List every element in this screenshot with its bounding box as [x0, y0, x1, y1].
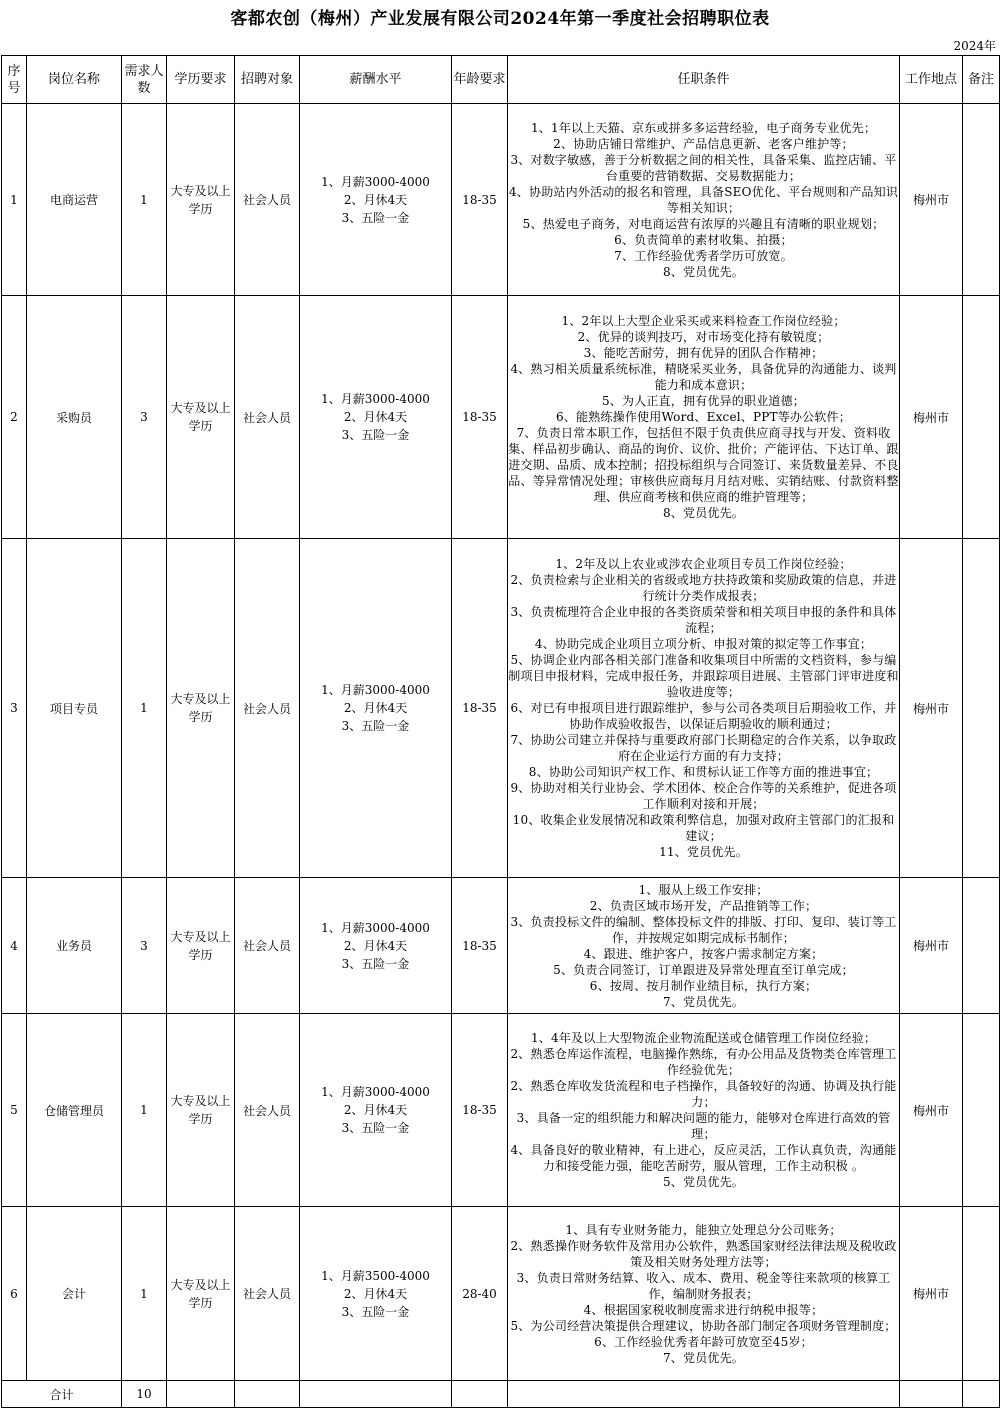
cell-education: 大专及以上学历 — [167, 539, 235, 878]
cell-salary — [300, 104, 452, 296]
header-age: 年龄要求 — [452, 56, 508, 104]
cell-target: 社会人员 — [235, 104, 300, 296]
table-row — [2, 1014, 1000, 1207]
cell-no: 1 — [2, 104, 27, 296]
requirement-line: 2、熟悉操作财务软件及常用办公软件，熟悉国家财经法律法规及税收政策及相关财务处理方法等； — [510, 1238, 897, 1269]
requirement-line: 6、对已有申报项目进行跟踪维护，参与公司各类项目后期验收工作，并协助作成验收报告，以保证后期验收的顺利通过； — [510, 701, 897, 731]
salary-line: 1、月薪3500-4000 — [321, 1268, 430, 1283]
requirement-line: 1、1年以上天猫、京东或拼多多运营经验，电子商务专业优先； — [530, 120, 877, 135]
requirement-line: 8、党员优先。 — [662, 264, 745, 279]
total-row — [2, 1381, 1000, 1408]
table-row — [2, 1207, 1000, 1381]
header-salary: 薪酬水平 — [300, 56, 452, 104]
requirement-line: 10、收集企业发展情况和政策利弊信息，加强对政府主管部门的汇报和建议； — [512, 813, 895, 843]
requirement-line: 2、熟悉仓库运作流程，电脑操作熟练，有办公用品及货物类仓库管理工作经验优先； — [510, 1047, 897, 1077]
requirement-line: 11、党员优先。 — [659, 845, 748, 859]
cell-education: 大专及以上学历 — [167, 1014, 235, 1207]
cell-count: 1 — [122, 539, 167, 878]
cell-no: 6 — [2, 1207, 27, 1381]
requirement-line: 5、协调企业内部各相关部门准备和收集项目中所需的文档资料，参与编制项目申报材料，完成申报任务，并跟踪项目进展、主管部门评审进度和验收进度等； — [508, 653, 899, 699]
requirement-line: 4、根据国家税收制度需求进行纳税申报等； — [583, 1302, 824, 1317]
cell-salary — [300, 296, 452, 539]
cell-count: 1 — [122, 1207, 167, 1381]
salary-line: 1、月薪3000-4000 — [321, 920, 430, 935]
requirement-line: 3、能吃苦耐劳，拥有优异的团队合作精神； — [583, 346, 824, 360]
cell-target: 社会人员 — [235, 296, 300, 539]
cell-note — [963, 296, 1000, 539]
cell-count: 3 — [122, 296, 167, 539]
cell-position-name: 采购员 — [27, 296, 122, 539]
requirement-line: 5、负责合同签订，订单跟进及异常处理直至订单完成； — [553, 962, 854, 977]
requirement-line: 6、按周、按月制作业绩目标，执行方案； — [589, 978, 818, 993]
requirement-line: 7、党员优先。 — [662, 994, 745, 1009]
salary-line: 3、五险一金 — [341, 210, 410, 225]
salary-line: 2、月休4天 — [343, 410, 408, 424]
cell-location: 梅州市 — [900, 1014, 963, 1207]
cell-no: 3 — [2, 539, 27, 878]
salary-line: 1、月薪3000-4000 — [321, 392, 430, 406]
requirement-line: 5、为公司经营决策提供合理建议，协助各部门制定各项财务管理制度； 6、工作经验优秀者年龄可放宽至45岁； — [510, 1318, 897, 1349]
salary-line: 3、五险一金 — [341, 956, 410, 971]
cell-education: 大专及以上学历 — [167, 878, 235, 1014]
cell-location: 梅州市 — [900, 878, 963, 1014]
cell-age: 28-40 — [452, 1207, 508, 1381]
header-name: 岗位名称 — [27, 56, 122, 104]
cell-no: 5 — [2, 1014, 27, 1207]
requirement-line: 3、负责梳理符合企业申报的各类资质荣誉和相关项目申报的条件和具体流程； — [510, 605, 897, 635]
table-row — [2, 878, 1000, 1014]
cell-requirements — [508, 1207, 900, 1381]
cell-note — [963, 878, 1000, 1014]
table-row — [2, 296, 1000, 539]
cell-note — [963, 1014, 1000, 1207]
salary-line: 2、月休4天 — [343, 701, 408, 715]
requirement-line: 4、协助站内外活动的报名和管理，具备SEO优化、平台规则和产品知识等相关知识； — [508, 184, 899, 215]
recruitment-table — [1, 55, 1000, 1408]
header-no: 序号 — [2, 56, 27, 104]
cell-age: 18-35 — [452, 296, 508, 539]
requirement-line: 3、负责日常财务结算、收入、成本、费用、税金等往来款项的核算工作，编制财务报表； — [516, 1270, 891, 1301]
requirement-line: 2、协助店铺日常维护、产品信息更新、老客户维护等； — [553, 136, 854, 151]
header-req: 任职条件 — [508, 56, 900, 104]
cell-requirements — [508, 878, 900, 1014]
cell-target: 社会人员 — [235, 878, 300, 1014]
requirement-line: 4、跟进、维护客户，按客户需求制定方案； — [583, 946, 824, 961]
cell-age: 18-35 — [452, 878, 508, 1014]
cell-salary — [300, 878, 452, 1014]
requirement-line: 3、具备一定的组织能力和解决问题的能力，能够对仓库进行高效的管理； — [516, 1111, 891, 1141]
salary-line: 2、月休4天 — [343, 1103, 408, 1117]
requirement-line: 3、对数字敏感，善于分析数据之间的相关性，具备采集、监控店铺、平台重要的营销数据、交易数据能力； — [510, 152, 897, 183]
requirement-line: 2、负责区域市场开发，产品推销等工作； — [589, 898, 818, 913]
requirement-line: 3、负责投标文件的编制、整体投标文件的排版、打印、复印、装订等工作，并按规定如期完成标书制作； — [510, 914, 897, 945]
requirement-line: 1、2年及以上农业或涉农企业项目专员工作岗位经验； — [555, 557, 852, 571]
requirement-line: 1、2年以上大型企业采买或来料检查工作岗位经验； — [561, 314, 846, 328]
cell-position-name: 业务员 — [27, 878, 122, 1014]
requirement-line: 4、熟习相关质量系统标准，精晓采买业务，具备优异的沟通能力、谈判能力和成本意识； — [510, 362, 897, 392]
salary-line: 3、五险一金 — [341, 1121, 410, 1135]
requirement-line: 7、党员优先。 — [662, 1350, 745, 1365]
requirement-line: 8、党员优先。 — [662, 506, 745, 520]
total-label: 合计 — [2, 1381, 122, 1408]
requirement-line: 7、工作经验优秀者学历可放宽。 — [614, 248, 793, 263]
salary-line: 3、五险一金 — [341, 428, 410, 442]
salary-line: 3、五险一金 — [341, 719, 410, 733]
requirement-line: 7、负责日常本职工作，包括但不限于负责供应商寻找与开发、资料收集、样品初步确认、商品的询价、议价、批价；产能评估、下达订单、跟进交期、品质、成本控制；招投标组织与合同签订、来货数量差异、不良品、等异常情况处理；审核供应商每月月结对账、实销结账、付款资料整理、供应商考核和供应商的维护管理等； — [508, 426, 899, 504]
requirement-line: 9、协助对相关行业协会、学术团体、校企合作等的关系维护，促进各项工作顺利对接和开展； — [510, 781, 897, 811]
salary-line: 1、月薪3000-4000 — [321, 174, 430, 189]
cell-location: 梅州市 — [900, 1207, 963, 1381]
requirement-line: 1、4年及以上大型物流企业物流配送或仓储管理工作岗位经验； — [530, 1031, 877, 1045]
cell-note — [963, 104, 1000, 296]
header-edu: 学历要求 — [167, 56, 235, 104]
salary-line: 2、月休4天 — [343, 1286, 408, 1301]
cell-age: 18-35 — [452, 1014, 508, 1207]
cell-no: 4 — [2, 878, 27, 1014]
requirement-line: 2、负责检索与企业相关的省级或地方扶持政策和奖励政策的信息，并进行统计分类作成报表； — [510, 573, 897, 603]
requirement-line: 5、党员优先。 — [662, 1175, 745, 1189]
requirement-line: 5、为人正直，拥有优异的职业道德； — [601, 394, 806, 408]
cell-requirements — [508, 104, 900, 296]
cell-salary — [300, 539, 452, 878]
cell-salary — [300, 1014, 452, 1207]
cell-location: 梅州市 — [900, 539, 963, 878]
requirement-line: 5、热爱电子商务，对电商运营有浓厚的兴趣且有清晰的职业规划； — [522, 216, 885, 231]
header-row — [2, 56, 1000, 104]
header-target: 招聘对象 — [235, 56, 300, 104]
cell-position-name: 电商运营 — [27, 104, 122, 296]
header-loc: 工作地点 — [900, 56, 963, 104]
cell-position-name: 仓储管理员 — [27, 1014, 122, 1207]
cell-count: 1 — [122, 1014, 167, 1207]
cell-note — [963, 1207, 1000, 1381]
cell-age: 18-35 — [452, 539, 508, 878]
cell-salary — [300, 1207, 452, 1381]
requirement-line: 1、具有专业财务能力，能独立处理总分公司账务； — [565, 1222, 842, 1237]
year-label: 2024年 — [953, 39, 996, 53]
requirement-line: 6、负责简单的素材收集、拍摄； — [614, 232, 793, 247]
salary-line: 1、月薪3000-4000 — [321, 683, 430, 697]
cell-target: 社会人员 — [235, 1014, 300, 1207]
cell-no: 2 — [2, 296, 27, 539]
requirement-line: 2、熟悉仓库收发货流程和电子档操作，具备较好的沟通、协调及执行能力； — [510, 1079, 897, 1109]
header-note: 备注 — [963, 56, 1000, 104]
requirement-line: 4、协助完成企业项目立项分析、申报对策的拟定等工作事宜； — [534, 637, 873, 651]
salary-line: 1、月薪3000-4000 — [321, 1085, 430, 1099]
cell-target: 社会人员 — [235, 1207, 300, 1381]
cell-location: 梅州市 — [900, 104, 963, 296]
cell-education: 大专及以上学历 — [167, 296, 235, 539]
table-row — [2, 539, 1000, 878]
cell-requirements — [508, 1014, 900, 1207]
requirement-line: 4、具备良好的敬业精神，有上进心，反应灵活，工作认真负责，沟通能力和接受能力强，能吃苦耐劳，服从管理，工作主动积极 。 — [510, 1143, 897, 1173]
cell-requirements — [508, 296, 900, 539]
requirement-line: 2、优异的谈判技巧，对市场变化持有敏锐度； — [577, 330, 830, 344]
salary-line: 2、月休4天 — [343, 192, 408, 207]
header-count: 需求人数 — [122, 56, 167, 104]
salary-line: 3、五险一金 — [341, 1304, 410, 1319]
total-count: 10 — [122, 1381, 167, 1408]
cell-education: 大专及以上学历 — [167, 104, 235, 296]
table-row — [2, 104, 1000, 296]
cell-count: 3 — [122, 878, 167, 1014]
cell-location: 梅州市 — [900, 296, 963, 539]
requirement-line: 1、服从上级工作安排； — [638, 882, 769, 897]
cell-target: 社会人员 — [235, 539, 300, 878]
cell-education: 大专及以上学历 — [167, 1207, 235, 1381]
requirement-line: 7、协助公司建立并保持与重要政府部门长期稳定的合作关系，以争取政府在企业运行方面的有力支持； — [510, 733, 897, 763]
cell-note — [963, 539, 1000, 878]
cell-requirements — [508, 539, 900, 878]
requirement-line: 8、协助公司知识产权工作、和贯标认证工作等方面的推进事宜； — [528, 765, 879, 779]
cell-position-name: 会计 — [27, 1207, 122, 1381]
cell-position-name: 项目专员 — [27, 539, 122, 878]
cell-age: 18-35 — [452, 104, 508, 296]
page-title: 客都农创（梅州）产业发展有限公司2024年第一季度社会招聘职位表 — [230, 9, 770, 29]
requirement-line: 6、能熟练操作使用Word、Excel、PPT等办公软件； — [556, 410, 851, 424]
salary-line: 2、月休4天 — [343, 938, 408, 953]
cell-count: 1 — [122, 104, 167, 296]
